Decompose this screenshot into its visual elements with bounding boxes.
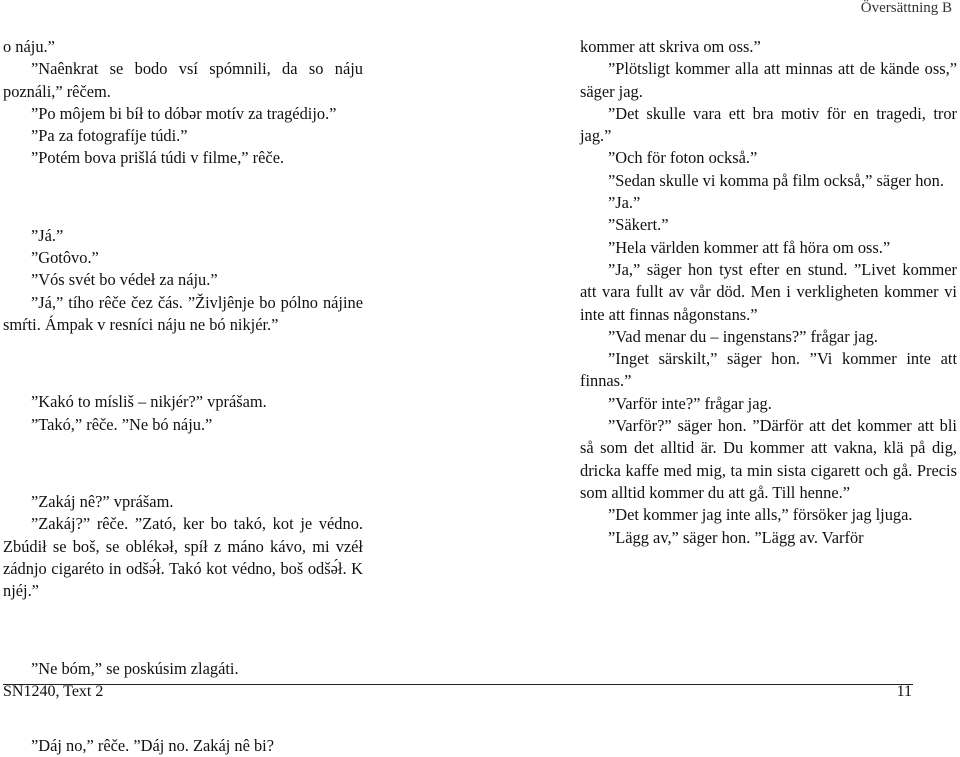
page-header: Översättning B [860,0,952,16]
paragraph: ”Dáj no,” rêče. ”Dáj no. Zakáj nê bi? [31,736,275,756]
paragraph: o náju.” [3,37,55,56]
paragraph: ”Potém bova prišlá túdi v filme,” rêče. [31,148,285,168]
paragraph: ”Po môjem bi bíł to dóbər motív za tragédijo.” [31,103,337,123]
paragraph: ”Och för foton också.” [608,148,758,168]
paragraph: kommer att skriva om oss.” [580,37,761,56]
left-column [3,36,363,757]
footer-page-number: 11 [896,683,912,700]
paragraph: ”Plötsligt kommer alla att minnas att de kände oss,” säger jag. [580,59,957,101]
paragraph-gap [3,353,363,375]
paragraph: ”Naênkrat se bodo vsí spómnili, da so náju poználi,” rêčem. [3,59,363,101]
paragraph: ”Kakó to mísliš – nikjér?” vprášam. [31,392,267,412]
paragraph: ”Zakáj nê?” vprášam. [31,492,174,512]
paragraph: ”Säkert.” [608,215,669,235]
paragraph-gap [3,452,363,474]
paragraph: ”Varför?” säger hon. ”Därför att det kommer att bli så som det alltid är. Du kommer att vakna, klä på dig, dricka kaffe med mig, ta min sista cigarett och gå. Precis som alltid kommer du att gå. Till henne.” [580,416,957,502]
paragraph: ”Já.” [31,225,64,245]
paragraph: ”Vad menar du – ingenstans?” frågar jag. [608,326,878,346]
paragraph-gap [3,186,363,208]
paragraph-gap [3,619,363,641]
right-column [580,36,957,549]
paragraph: ”Inget särskilt,” säger hon. ”Vi kommer inte att finnas.” [580,349,957,391]
paragraph: ”Ne bóm,” se poskúsim zlagáti. [31,658,239,678]
paragraph: ”Zakáj?” rêče. ”Zató, ker bo takó, kot je védno. Zbúdił se boš, se oblékəł, spíł z máno kávo, mi vzéł zádnjo cigaréto in odšə́ł. Takó kot védno, boš odšə́ł. K njéj.” [3,514,363,601]
paragraph: ”Sedan skulle vi komma på film också,” säger hon. [608,170,944,190]
paragraph: ”Det skulle vara ett bra motiv för en tragedi, tror jag.” [580,103,957,146]
paragraph: ”Ja,” säger hon tyst efter en stund. ”Livet kommer att vara fullt av vår död. Men i verkligheten kommer vi inte att finnas någonstans.” [580,259,957,324]
paragraph: ”Varför inte?” frågar jag. [608,393,772,413]
paragraph: ”Gotôvo.” [31,248,99,268]
footer-rule [3,684,913,685]
paragraph: ”Takó,” rêče. ”Ne bó náju.” [31,414,213,434]
paragraph: ”Já,” tího rêče čez čás. ”Življênje bo pólno nájine smŕti. Ámpak v resníci náju ne bó nikjér.” [3,292,363,335]
paragraph: ”Det kommer jag inte alls,” försöker jag ljuga. [608,505,913,525]
paragraph: ”Ja.” [608,193,641,213]
paragraph: ”Lägg av,” säger hon. ”Lägg av. Varför [608,527,864,547]
paragraph: ”Vós svét bo védeł za náju.” [31,270,218,290]
paragraph: ”Pa za fotografíje túdi.” [31,126,188,146]
paragraph: ”Hela världen kommer att få höra om oss.” [608,237,891,257]
footer-course-code: SN1240, Text 2 [3,683,104,700]
